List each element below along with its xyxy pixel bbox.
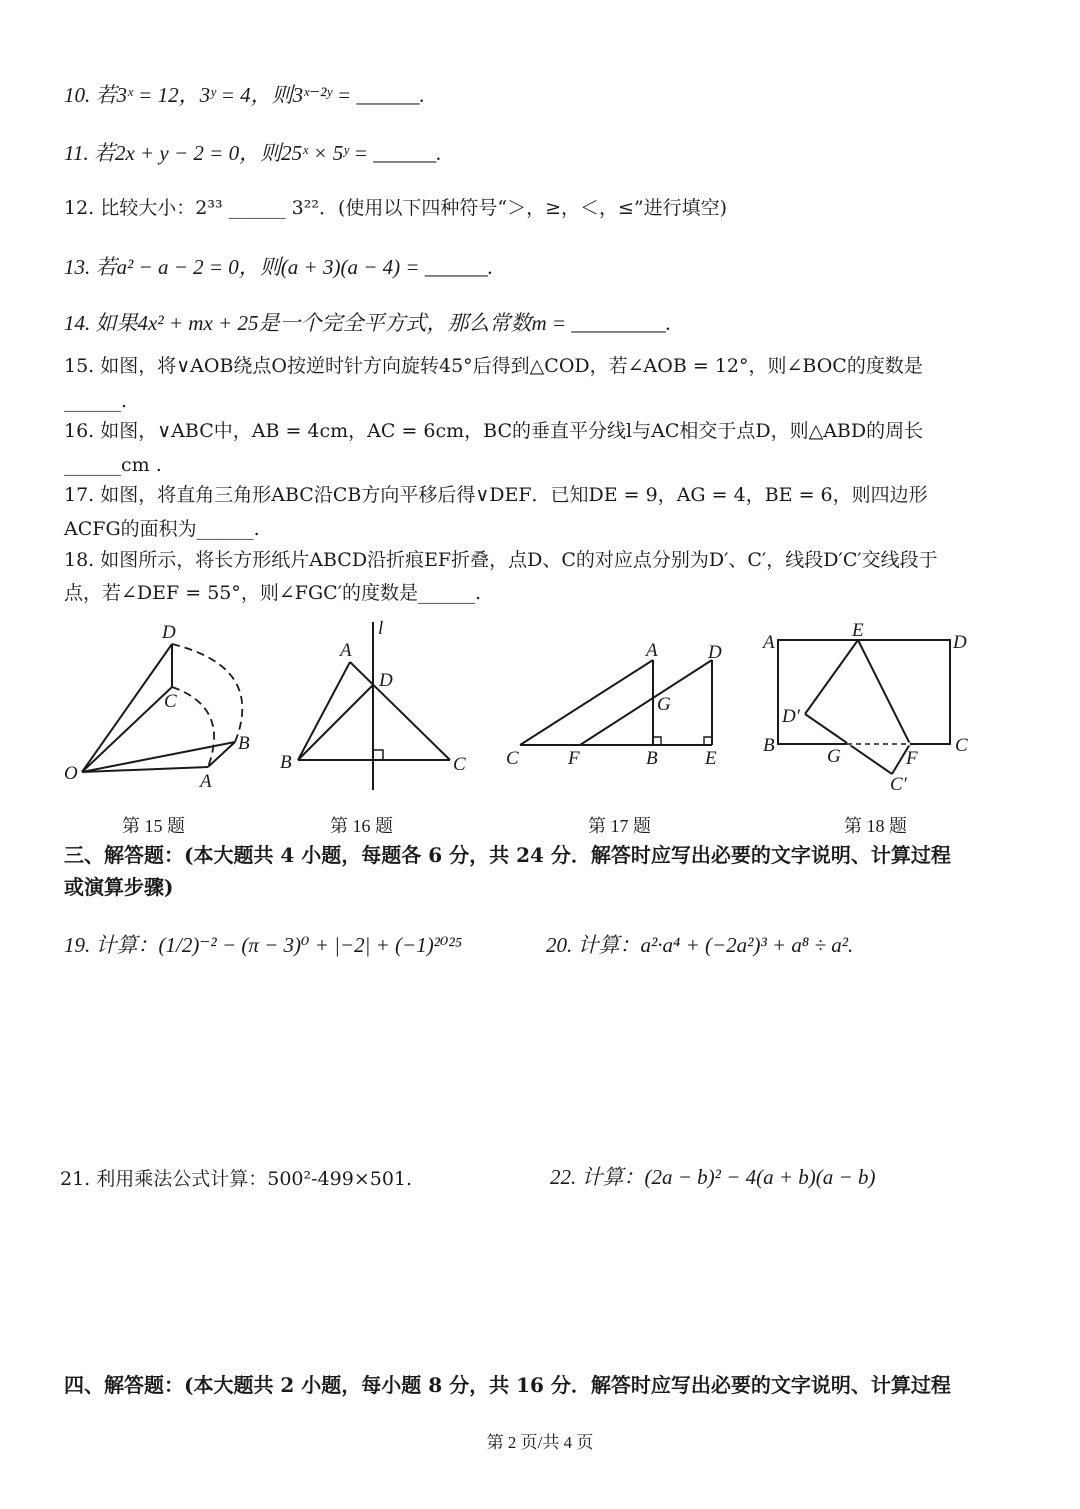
question-15-line1: 15. 如图，将∨AOB绕点O按逆时针方向旋转45°后得到△COD，若∠AOB = 12°，则∠BOC的度数是 [64,355,923,377]
label-a: A [340,640,352,661]
segment-ba [298,662,350,760]
segment-ob [82,742,235,772]
label-b: B [763,735,775,756]
rectangle-abcd [778,640,950,744]
segment-ca [520,660,653,745]
label-c: C [164,691,177,712]
figure-17 [500,612,730,791]
question-11: 11. 若2x + y − 2 = 0，则25ˣ × 5ʸ = ______. [64,141,442,165]
label-d-prime: D′ [782,706,800,727]
label-e: E [852,620,864,641]
label-o: O [64,763,78,784]
label-e: E [705,748,717,769]
question-16-line1: 16. 如图，∨ABC中，AB = 4cm，AC = 6cm，BC的垂直平分线l与AC相交于点D，则△ABD的周长 [64,420,924,442]
right-angle-mark [373,750,383,760]
figure-16-diagram [278,612,478,787]
right-angle-mark-b [653,737,661,745]
label-g: G [827,746,841,767]
arc-ca [172,687,214,767]
label-f: F [568,748,580,769]
question-18-line2: 点，若∠DEF = 55°，则∠FGC′的度数是______. [64,582,482,604]
question-13: 13. 若a² − a − 2 = 0，则(a + 3)(a − 4) = ______. [64,255,494,279]
question-17-line2: ACFG的面积为______. [64,518,260,540]
label-d: D [162,622,176,643]
label-c: C [453,754,466,775]
section-3-heading-cont: 或演算步骤) [64,875,174,899]
question-22: 22. 计算：(2a − b)² − 4(a + b)(a − b) [550,1165,876,1189]
section-3-heading: 三、解答题：(本大题共 4 小题，每题各 6 分，共 24 分．解答时应写出必要的文字说明、计算过程 [64,843,951,867]
label-a: A [200,771,212,792]
label-g: G [657,694,671,715]
page-number: 第 2 页/共 4 页 [486,1433,594,1452]
section-4-heading: 四、解答题：(本大题共 2 小题，每小题 8 分，共 16 分．解答时应写出必要的文字说明、计算过程 [64,1373,951,1397]
segment-od [82,644,172,772]
arc-db [172,644,242,742]
figure-18 [760,612,985,796]
figure-18-diagram [760,612,985,795]
question-17-line1: 17. 如图，将直角三角形ABC沿CB方向平移后得∨DEF．已知DE = 9，AG = 4，BE = 6，则四边形 [64,484,928,506]
segment-bd [298,685,373,760]
figure-15 [60,612,270,791]
figure-17-diagram [500,612,730,787]
label-a: A [763,632,775,653]
label-c: C [506,748,519,769]
caption-15: 第 15 题 [122,816,185,836]
question-20: 20. 计算：a²·a⁴ + (−2a²)³ + a⁸ ÷ a². [546,933,854,957]
label-b: B [646,748,658,769]
segment-ed-prime [805,640,858,714]
question-10: 10. 若3ˣ = 12，3ʸ = 4，则3ˣ⁻²ʸ = ______. [64,83,425,107]
label-d: D [379,670,393,691]
label-a: A [646,640,658,661]
fold-ef [858,640,910,744]
label-l: l [378,618,384,639]
question-14: 14. 如果4x² + mx + 25是一个完全平方式，那么常数m = _________. [64,311,672,335]
label-b: B [280,752,292,773]
segment-oc [82,687,172,772]
caption-18: 第 18 题 [844,816,907,836]
caption-16: 第 16 题 [330,816,393,836]
label-d: D [708,642,722,663]
question-16-line2: ______cm . [64,454,162,476]
question-19: 19. 计算：(1/2)⁻² − (π − 3)⁰ + |−2| + (−1)²⁰²⁵ [64,933,462,957]
segment-fd [580,660,712,745]
question-12: 12. 比较大小：2³³ ______ 3²²．(使用以下四种符号“＞，≥，＜，≤”进行填空) [64,197,728,219]
segment-ac [350,662,450,760]
right-angle-mark-e [704,737,712,745]
figure-15-diagram [60,612,270,792]
figure-16 [278,612,478,791]
question-21: 21. 利用乘法公式计算：500²-499×501. [60,1168,413,1190]
label-c: C [955,735,968,756]
label-b: B [238,733,250,754]
question-18-line1: 18. 如图所示，将长方形纸片ABCD沿折痕EF折叠，点D、C的对应点分别为D′、C′，线段D′C′交线段于 [64,549,938,571]
label-f: F [906,748,918,769]
label-c-prime: C′ [890,774,907,795]
label-d: D [953,632,967,653]
question-15-line2: ______. [64,390,128,412]
caption-17: 第 17 题 [588,816,651,836]
